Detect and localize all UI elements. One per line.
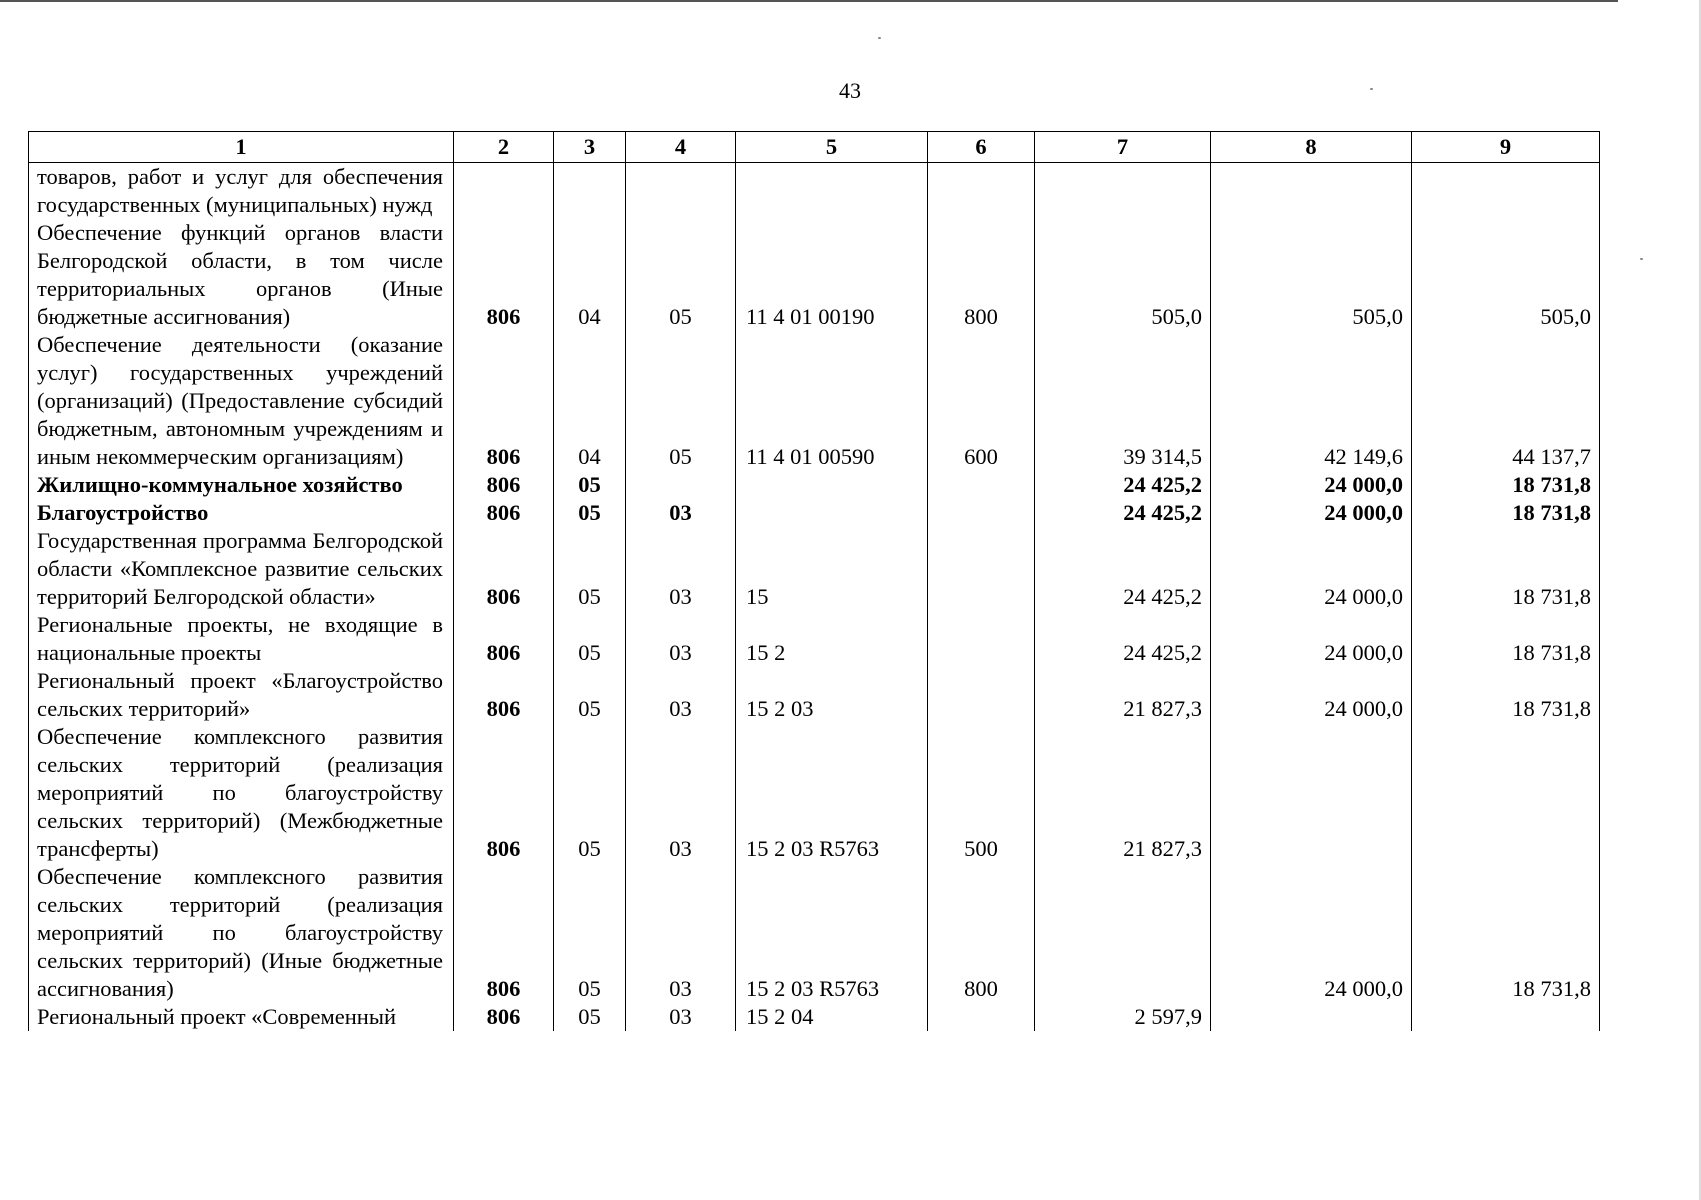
amount-cell: 24 425,2 — [1035, 499, 1211, 527]
amount-cell — [1412, 723, 1600, 863]
code-cell: 806 — [454, 611, 554, 667]
expense-type-cell — [928, 611, 1035, 667]
expense-type-cell — [928, 527, 1035, 611]
col-header-3: 3 — [554, 132, 626, 163]
amount-cell — [1035, 863, 1211, 1003]
code-cell: 806 — [454, 723, 554, 863]
amount-cell: 505,0 — [1035, 219, 1211, 331]
subsection-cell: 03 — [626, 1003, 736, 1031]
amount-cell — [1211, 163, 1412, 220]
table-row — [29, 527, 1600, 611]
subsection-cell: 03 — [626, 723, 736, 863]
subsection-cell — [626, 163, 736, 220]
target-article-cell: 15 2 04 — [736, 1003, 928, 1031]
col-header-7: 7 — [1035, 132, 1211, 163]
target-article-cell — [736, 471, 928, 499]
amount-cell: 18 731,8 — [1412, 667, 1600, 723]
top-rule — [0, 0, 1618, 2]
table-row — [29, 723, 1600, 863]
target-article-cell: 15 2 03 R5763 — [736, 863, 928, 1003]
expense-type-cell — [928, 1003, 1035, 1031]
amount-cell: 18 731,8 — [1412, 863, 1600, 1003]
scan-speck — [878, 37, 881, 39]
row-name-cell: Обеспечение комплексного развития сельских территорий (реализация мероприятий по благоустройству сельских территорий) (Иные бюджетные ассигнования) — [29, 863, 454, 1003]
amount-cell — [1412, 163, 1600, 220]
amount-cell: 505,0 — [1211, 219, 1412, 331]
target-article-cell: 15 2 — [736, 611, 928, 667]
table-row — [29, 667, 1600, 723]
amount-cell: 24 000,0 — [1211, 611, 1412, 667]
section-cell: 04 — [554, 331, 626, 471]
col-header-8: 8 — [1211, 132, 1412, 163]
subsection-cell: 03 — [626, 611, 736, 667]
table-row — [29, 611, 1600, 667]
section-cell: 05 — [554, 863, 626, 1003]
code-cell: 806 — [454, 331, 554, 471]
expense-type-cell — [928, 163, 1035, 220]
table-row — [29, 163, 1600, 220]
section-cell: 05 — [554, 471, 626, 499]
amount-cell: 44 137,7 — [1412, 331, 1600, 471]
table-row — [29, 863, 1600, 1003]
section-cell: 05 — [554, 527, 626, 611]
row-name-cell: Региональный проект «Благоустройство сельских территорий» — [29, 667, 454, 723]
row-name-cell: Региональные проекты, не входящие в национальные проекты — [29, 611, 454, 667]
section-cell: 04 — [554, 219, 626, 331]
subsection-cell — [626, 471, 736, 499]
table-row — [29, 471, 1600, 499]
target-article-cell: 11 4 01 00190 — [736, 219, 928, 331]
col-header-4: 4 — [626, 132, 736, 163]
subsection-cell: 03 — [626, 863, 736, 1003]
row-name-cell: Обеспечение функций органов власти Белгородской области, в том числе территориальных органов (Иные бюджетные ассигнования) — [29, 219, 454, 331]
amount-cell: 18 731,8 — [1412, 611, 1600, 667]
amount-cell — [1035, 163, 1211, 220]
target-article-cell: 11 4 01 00590 — [736, 331, 928, 471]
amount-cell: 505,0 — [1412, 219, 1600, 331]
amount-cell: 24 000,0 — [1211, 527, 1412, 611]
target-article-cell: 15 2 03 — [736, 667, 928, 723]
amount-cell: 24 425,2 — [1035, 611, 1211, 667]
table-row — [29, 219, 1600, 331]
amount-cell: 18 731,8 — [1412, 471, 1600, 499]
row-name-cell: Государственная программа Белгородской области «Комплексное развитие сельских территорий Белгородской области» — [29, 527, 454, 611]
amount-cell — [1211, 1003, 1412, 1031]
target-article-cell — [736, 499, 928, 527]
col-header-5: 5 — [736, 132, 928, 163]
amount-cell: 42 149,6 — [1211, 331, 1412, 471]
amount-cell: 21 827,3 — [1035, 723, 1211, 863]
subsection-cell: 05 — [626, 331, 736, 471]
table-row — [29, 499, 1600, 527]
row-name-cell: Благоустройство — [29, 499, 454, 527]
col-header-1: 1 — [29, 132, 454, 163]
subsection-cell: 03 — [626, 499, 736, 527]
code-cell: 806 — [454, 863, 554, 1003]
col-header-2: 2 — [454, 132, 554, 163]
amount-cell: 24 425,2 — [1035, 527, 1211, 611]
expense-type-cell: 500 — [928, 723, 1035, 863]
amount-cell: 39 314,5 — [1035, 331, 1211, 471]
code-cell: 806 — [454, 667, 554, 723]
row-name-cell: товаров, работ и услуг для обеспечения государственных (муниципальных) нужд — [29, 163, 454, 220]
amount-cell: 24 425,2 — [1035, 471, 1211, 499]
table-body — [29, 163, 1600, 1032]
table-row — [29, 1003, 1600, 1031]
expense-type-cell: 800 — [928, 219, 1035, 331]
section-cell: 05 — [554, 611, 626, 667]
target-article-cell — [736, 163, 928, 220]
code-cell: 806 — [454, 471, 554, 499]
code-cell: 806 — [454, 1003, 554, 1031]
amount-cell: 24 000,0 — [1211, 471, 1412, 499]
scan-speck — [1370, 88, 1373, 90]
header-row — [29, 132, 1600, 163]
expense-type-cell: 600 — [928, 331, 1035, 471]
subsection-cell: 03 — [626, 527, 736, 611]
scan-speck — [1640, 258, 1643, 260]
section-cell — [554, 163, 626, 220]
col-header-9: 9 — [1412, 132, 1600, 163]
amount-cell: 24 000,0 — [1211, 667, 1412, 723]
amount-cell: 2 597,9 — [1035, 1003, 1211, 1031]
amount-cell: 18 731,8 — [1412, 499, 1600, 527]
row-name-cell: Региональный проект «Современный — [29, 1003, 454, 1031]
section-cell: 05 — [554, 1003, 626, 1031]
expense-type-cell — [928, 471, 1035, 499]
subsection-cell: 03 — [626, 667, 736, 723]
code-cell — [454, 163, 554, 220]
code-cell: 806 — [454, 499, 554, 527]
table-row — [29, 331, 1600, 471]
amount-cell: 21 827,3 — [1035, 667, 1211, 723]
section-cell: 05 — [554, 723, 626, 863]
section-cell: 05 — [554, 499, 626, 527]
amount-cell: 24 000,0 — [1211, 863, 1412, 1003]
amount-cell: 18 731,8 — [1412, 527, 1600, 611]
code-cell: 806 — [454, 527, 554, 611]
row-name-cell: Обеспечение комплексного развития сельских территорий (реализация мероприятий по благоустройству сельских территорий) (Межбюджетные трансферты) — [29, 723, 454, 863]
amount-cell: 24 000,0 — [1211, 499, 1412, 527]
expense-type-cell — [928, 667, 1035, 723]
code-cell: 806 — [454, 219, 554, 331]
row-name-cell: Жилищно-коммунальное хозяйство — [29, 471, 454, 499]
amount-cell — [1412, 1003, 1600, 1031]
row-name-cell: Обеспечение деятельности (оказание услуг) государственных учреждений (организаций) (Предоставление субсидий бюджетным, автономным учреждениям и иным некоммерческим организациям) — [29, 331, 454, 471]
subsection-cell: 05 — [626, 219, 736, 331]
section-cell: 05 — [554, 667, 626, 723]
budget-table — [28, 131, 1600, 1031]
target-article-cell: 15 2 03 R5763 — [736, 723, 928, 863]
target-article-cell: 15 — [736, 527, 928, 611]
page-number: 43 — [839, 78, 861, 103]
col-header-6: 6 — [928, 132, 1035, 163]
expense-type-cell — [928, 499, 1035, 527]
amount-cell — [1211, 723, 1412, 863]
expense-type-cell: 800 — [928, 863, 1035, 1003]
